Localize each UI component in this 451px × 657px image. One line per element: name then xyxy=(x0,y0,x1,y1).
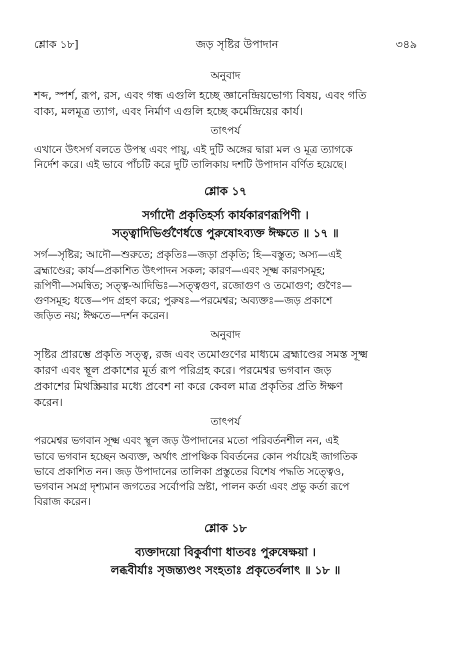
purport-heading-1: তাৎপর্য xyxy=(210,125,241,137)
purport-heading-2: তাৎপর্য xyxy=(210,416,241,429)
verse-17-title: শ্লোক ১৭ xyxy=(204,184,247,199)
text-line: শব্দ, স্পর্শ, রূপ, রস, এবং গন্ধ এগুলি হচ্ছে জ্ঞানেন্দ্রিয়ভোগ্য বিষয়, এবং গতি xyxy=(34,89,367,102)
text-line: গুণসমূহ; ধত্তে—পদ গ্রহণ করে; পুরুষঃ—পরমেশ্বর; অব্যক্তঃ—জড় প্রকাশে xyxy=(34,295,333,308)
purport-1 xyxy=(34,143,417,173)
verse-reference: শ্লোক ১৮] xyxy=(34,38,79,51)
text-line: সর্গ—সৃষ্টির; আদৌ—শুরুতে; প্রকৃতিঃ—জড়া প্রকৃতি; হি—বস্তুত; অস্য—এই xyxy=(34,249,342,262)
verse-18-title: শ্লোক ১৮ xyxy=(204,521,247,536)
text-line: ভাবে ভগবান হচ্ছেন অব্যক্ত, অর্থাৎ প্রাপঞ্চিক বিবর্তনের কোন পর্যায়েই জাগতিক xyxy=(34,450,358,463)
text-line: নির্দেশ করে। এই ভাবে পাঁচটি করে দুটি তালিকায় দশটি উপাদান বর্ণিত হয়েছে। xyxy=(34,159,347,172)
verse-18-text xyxy=(34,543,417,579)
translation-1 xyxy=(34,88,417,120)
text-line: ভাবে প্রকাশিত নন। জড় উপাদানের তালিকা প্রস্তুতের বিশেষ পদ্ধতি সত্ত্বেও, xyxy=(34,465,345,478)
verse-line: ব্যক্তাদয়ো বিকুর্বাণা ধাতবঃ পুরুষেক্ষয়া । xyxy=(135,545,316,560)
text-line: সৃষ্টির প্রারম্ভে প্রকৃতি সত্ত্ব, রজ এবং তমোগুণের মাধ্যমে ব্রহ্মাণ্ডের সমস্ত সূক্ষ্ম xyxy=(34,348,368,362)
verse-line: সর্গাদৌ প্রকৃতিহর্স্য কার্যকারণরূপিণী । xyxy=(142,208,309,223)
text-line: জড়িত নয়; ঈক্ষতে—দর্শন করেন। xyxy=(34,310,169,323)
chapter-title: জড় সৃষ্টির উপাদান xyxy=(195,38,279,51)
page-header xyxy=(34,36,417,55)
purport-2 xyxy=(34,434,417,510)
verse-17-text xyxy=(34,206,417,242)
text-line: এখানে উৎসর্গ বলতে উপস্থ এবং পায়ু, এই দুটি অঙ্গের দ্বারা মল ও মূত্র ত্যাগকে xyxy=(34,144,353,156)
text-line: বাক্য, মলমূত্র ত্যাগ, এবং নির্মাণ এগুলি হচ্ছে কর্মেন্দ্রিয়ের কার্য। xyxy=(34,105,303,118)
text-line: পরমেশ্বর ভগবান সূক্ষ্ম এবং স্থূল জড় উপাদানের মতো পরিবর্তনশীল নন, এই xyxy=(34,435,339,448)
text-line: রূপিণী—সমন্বিত; সত্ত্ব-আদিভিঃ—সত্ত্বগুণ, রজোগুণ ও তমোগুণ; গুণৈঃ— xyxy=(34,279,353,292)
verse-line: সত্ত্বাদিভির্গুণৈর্ধত্তে পুরুষোঽব্যক্ত ঈক্ষতে ॥ ১৭ ॥ xyxy=(112,226,339,241)
translation-heading-2: অনুবাদ xyxy=(210,329,241,342)
text-line: করেন। xyxy=(34,396,63,410)
verse-line: লব্ধবীর্যাঃ সৃজন্ত্যণ্ডং সংহতাঃ প্রকৃতের্বলাৎ ॥ ১৮ ॥ xyxy=(110,563,341,578)
text-line: প্রকাশের মিথস্ক্রিয়ার মধ্যে প্রবেশ না করে কেবল মাত্র প্রকৃতির প্রতি ঈক্ষণ xyxy=(34,380,343,394)
text-line: বিরাজ করেন। xyxy=(34,496,91,509)
text-line: ভগবান সমগ্র দৃশ্যমান জগতের সর্বোপরি স্রষ্টা, পালন কর্তা এবং প্রভু কর্তা রূপে xyxy=(34,481,350,494)
synonyms xyxy=(34,248,417,324)
text-line: ব্রহ্মাণ্ডের; কার্য—প্রকাশিত উৎপাদন সকল; কারণ—এবং সূক্ষ্ম কারণসমূহ; xyxy=(34,264,326,277)
translation-2 xyxy=(34,347,417,411)
page-number: ৩৪৯ xyxy=(395,38,417,51)
text-line: কারণ এবং স্থূল প্রকাশের মূর্ত রূপ পরিগ্রহ করে। পরমেশ্বর ভগবান জড় xyxy=(34,364,332,378)
translation-heading-1: অনুবাদ xyxy=(210,70,241,82)
